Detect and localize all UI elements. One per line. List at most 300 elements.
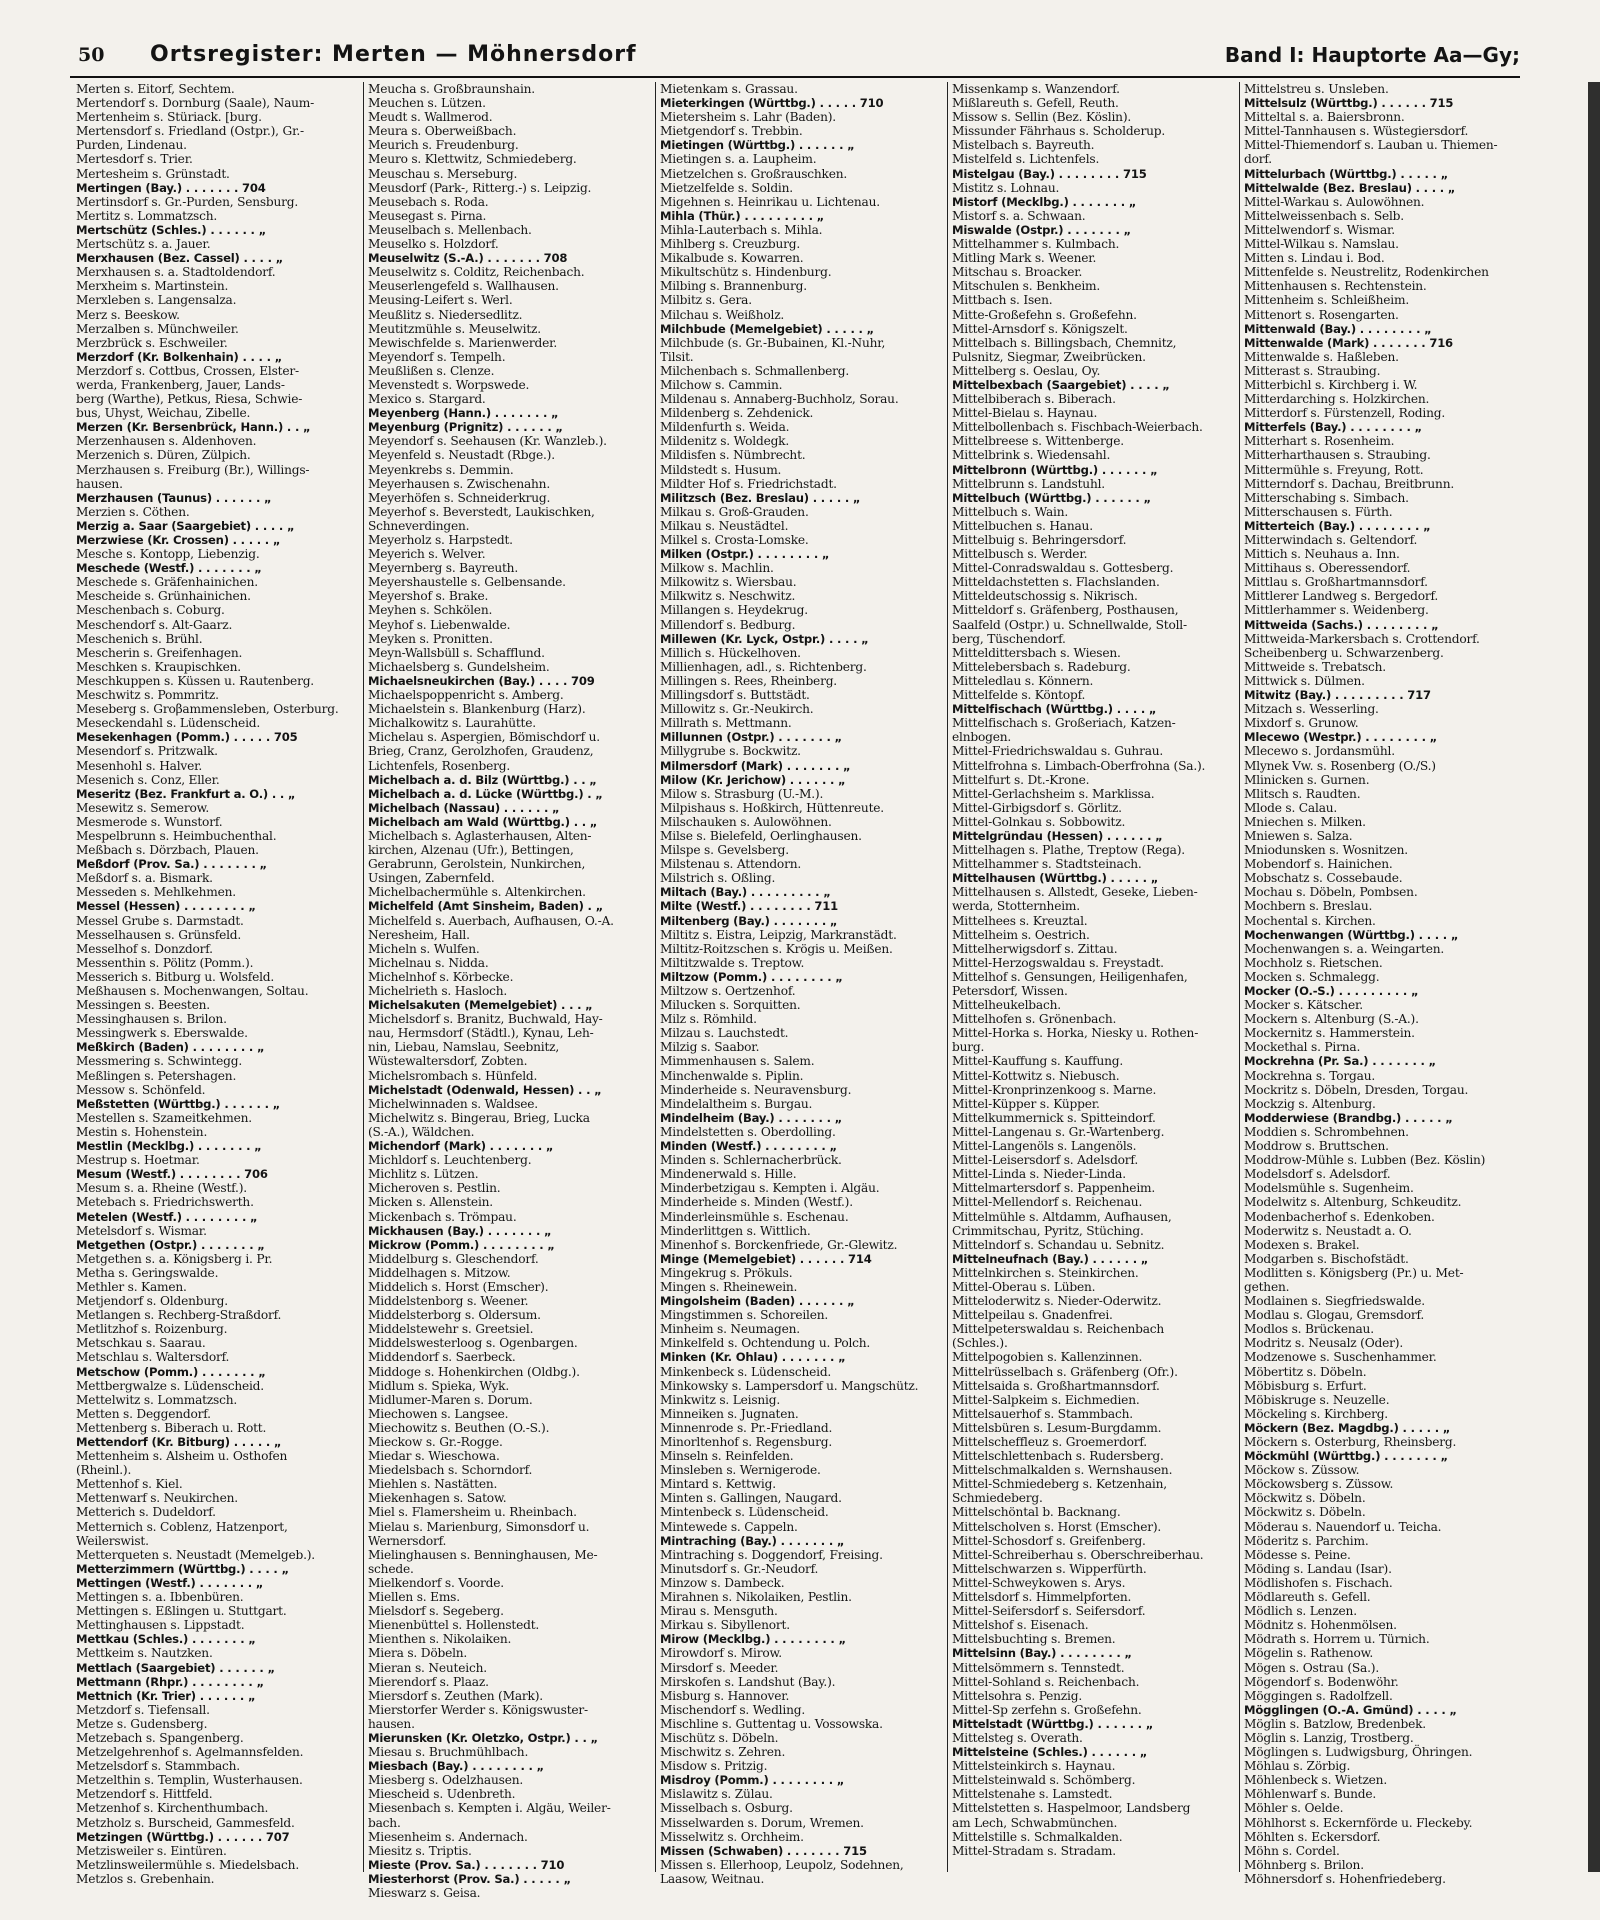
register-entry: Minkenbeck s. Lüdenscheid. — [660, 1364, 832, 1379]
register-entry: am Lech, Schwabmünchen. — [952, 1815, 1118, 1830]
register-entry: Mittelhofen s. Grönenbach. — [952, 1012, 1117, 1027]
register-entry: Mierunsken (Kr. Oletzko, Ostpr.) . . „ — [368, 1730, 598, 1745]
register-entry: Mlitsch s. Raudten. — [1244, 786, 1361, 801]
register-entry: Mochau s. Döbeln, Pombsen. — [1244, 885, 1418, 900]
register-entry: Möggingen s. Radolfzell. — [1244, 1688, 1393, 1703]
register-entry: Mocker (O.-S.) . . . . . . . . . „ — [1244, 984, 1419, 998]
register-entry: Michaelspoppenricht s. Amberg. — [368, 688, 564, 703]
register-entry: Mittenwald (Bay.) . . . . . . . . „ — [1244, 321, 1432, 336]
register-entry: Mittelpeilau s. Gnadenfrei. — [952, 1308, 1113, 1323]
register-entry: Mittelbiberach s. Biberach. — [952, 392, 1116, 407]
register-entry: Meyerhof s. Beverstedt, Laukischken, — [368, 504, 595, 519]
register-column-3 — [660, 82, 942, 1886]
register-entry: Meusdorf (Park-, Ritterg.-) s. Leipzig. — [368, 180, 592, 195]
register-entry: Meyerich s. Welver. — [368, 547, 486, 562]
register-entry: Mittelweissenbach s. Selb. — [1244, 208, 1404, 223]
register-entry: Mitteldittersbach s. Wiesen. — [952, 645, 1121, 660]
register-entry: Mittwick s. Dülmen. — [1244, 673, 1365, 688]
register-entry: Saalfeld (Ostpr.) u. Schnellwalde, Stoll- — [952, 617, 1187, 632]
register-entry: Meseckendahl s. Lüdenscheid. — [76, 716, 261, 731]
register-entry: Mettelwitz s. Lommatzsch. — [76, 1392, 238, 1407]
register-entry: Meußlißen s. Clenze. — [368, 363, 495, 378]
register-entry: Meyernberg s. Bayreuth. — [368, 561, 518, 576]
register-entry: Middelswesterloog s. Ogenbargen. — [368, 1336, 578, 1351]
register-entry: Mittelscholven s. Horst (Emscher). — [952, 1519, 1162, 1534]
register-entry: Möderitz s. Parchim. — [1244, 1533, 1369, 1548]
register-entry: Michelwitz s. Bingerau, Brieg, Lucka — [368, 1110, 590, 1125]
register-entry: Mertenheim s. Stüriack. [burg. — [76, 110, 262, 125]
register-entry: Mittelbach s. Billingsbach, Chemnitz, — [952, 335, 1177, 350]
register-entry: Mitling Mark s. Weener. — [952, 251, 1097, 266]
register-entry: Mildter Hof s. Friedrichstadt. — [660, 476, 837, 491]
register-entry: Usingen, Zabernfeld. — [368, 871, 495, 886]
register-entry: Mittelsbüren s. Lesum-Burgdamm. — [952, 1420, 1162, 1435]
register-entry: Metzholz s. Burscheid, Gammesfeld. — [76, 1815, 295, 1830]
register-entry: Merzwiese (Kr. Crossen) . . . . . „ — [76, 533, 281, 547]
register-entry: Millewen (Kr. Lyck, Ostpr.) . . . . „ — [660, 631, 869, 646]
register-entry: Mittelbexbach (Saargebiet) . . . . „ — [952, 377, 1170, 392]
register-entry: Milkwitz s. Neschwitz. — [660, 589, 796, 604]
register-entry: Meßkirch (Baden) . . . . . . . . „ — [76, 1040, 265, 1055]
register-entry: Mittelbronn (Württbg.) . . . . . . „ — [952, 462, 1158, 477]
register-entry: nin, Liebau, Namslau, Seebnitz, — [368, 1040, 560, 1055]
register-entry: Mesum s. a. Rheine (Westf.). — [76, 1181, 247, 1196]
register-entry: Mittel-Schreiberhau s. Oberschreiberhau. — [952, 1547, 1204, 1562]
register-entry: Mittelbuch s. Wain. — [952, 504, 1069, 519]
register-entry: Mittel-Gerlachsheim s. Marklissa. — [952, 786, 1155, 801]
register-entry: Mirow (Mecklbg.) . . . . . . . . „ — [660, 1632, 846, 1647]
register-entry: Metze s. Gudensberg. — [76, 1716, 208, 1731]
register-entry: Mittelsdorf s. Himmelpforten. — [952, 1590, 1132, 1605]
register-entry: Mödlich s. Lenzen. — [1244, 1604, 1357, 1619]
register-entry: Minderlittgen s. Wittlich. — [660, 1223, 811, 1238]
register-entry: Mintard s. Kettwig. — [660, 1477, 776, 1492]
register-entry: Mittelmartersdorf s. Pappenheim. — [952, 1181, 1156, 1196]
register-entry: Messeden s. Mehlkehmen. — [76, 885, 236, 900]
register-entry: Metten s. Deggendorf. — [76, 1406, 211, 1421]
register-entry: Miekenhagen s. Satow. — [368, 1491, 507, 1506]
register-entry: Mödlareuth s. Gefell. — [1244, 1590, 1371, 1605]
register-entry: Michelau s. Aspergien, Bömischdorf u. — [368, 730, 600, 745]
register-entry: Modzenowe s. Suschenhammer. — [1244, 1350, 1437, 1365]
register-entry: Mittel-Sohland s. Reichenbach. — [952, 1674, 1140, 1689]
register-entry: Mickrow (Pomm.) . . . . . . . . „ — [368, 1237, 555, 1252]
register-entry: Mexico s. Stargard. — [368, 392, 486, 407]
register-entry: Mniodunsken s. Wosnitzen. — [1244, 843, 1408, 858]
register-entry: Lichtenfels, Rosenberg. — [368, 758, 510, 773]
register-entry: Meyenberg (Hann.) . . . . . . . „ — [368, 406, 559, 421]
register-entry: Milzau s. Lauchstedt. — [660, 1026, 789, 1041]
register-entry: Minneiken s. Jugnaten. — [660, 1406, 799, 1421]
register-entry: Mirowdorf s. Mirow. — [660, 1646, 782, 1661]
register-entry: Mildenau s. Annaberg-Buchholz, Sorau. — [660, 392, 899, 407]
register-entry: Mittel-Herzogswaldau s. Freystadt. — [952, 955, 1164, 970]
register-entry: Minzow s. Dambeck. — [660, 1575, 785, 1590]
register-entry: Meusing-Leifert s. Werl. — [368, 293, 513, 308]
register-entry: nau, Hermsdorf (Städtl.), Kynau, Leh- — [368, 1026, 594, 1041]
register-entry: Metzebach s. Spangenberg. — [76, 1730, 244, 1745]
register-entry: Mittelhammer s. Kulmbach. — [952, 237, 1120, 252]
register-entry: Modenbacherhof s. Edenkoben. — [1244, 1209, 1435, 1224]
register-entry: Misselwitz s. Orchheim. — [660, 1829, 804, 1844]
register-entry: Mittelsteg s. Overath. — [952, 1730, 1083, 1745]
register-entry: Mittel-Leisersdorf s. Adelsdorf. — [952, 1153, 1138, 1168]
register-entry: Mißlareuth s. Gefell, Reuth. — [952, 96, 1119, 111]
register-entry: Mögendorf s. Bodenwöhr. — [1244, 1674, 1399, 1689]
register-entry: Möhnberg s. Brilon. — [1244, 1857, 1364, 1872]
register-entry: Möhlhorst s. Eckernförde u. Fleckeby. — [1244, 1815, 1473, 1830]
register-entry: Mischwitz s. Zehren. — [660, 1745, 786, 1760]
register-entry: Milow s. Strasburg (U.-M.). — [660, 786, 824, 801]
register-entry: Mittelherwigsdorf s. Zittau. — [952, 941, 1118, 956]
register-entry: Milzig s. Saabor. — [660, 1040, 760, 1055]
register-entry: Michelbach s. Aglasterhausen, Alten- — [368, 828, 592, 843]
register-entry: Mettenberg s. Biberach u. Rott. — [76, 1420, 267, 1435]
register-column-1 — [76, 82, 358, 1886]
register-entry: Mittermühle s. Freyung, Rott. — [1244, 462, 1424, 477]
register-entry: Mittelstadt (Württbg.) . . . . . . „ — [952, 1716, 1154, 1731]
register-entry: Millowitz s. Gr.-Neukirch. — [660, 702, 814, 717]
register-entry: Mislawitz s. Zülau. — [660, 1787, 773, 1802]
register-entry: Mittelmühle s. Altdamm, Aufhausen, — [952, 1209, 1172, 1224]
register-entry: Minkowsky s. Lampersdorf u. Mangschütz. — [660, 1378, 919, 1393]
register-entry: Michlitz s. Lützen. — [368, 1167, 479, 1182]
register-entry: Möckmühl (Württbg.) . . . . . . . „ — [1244, 1449, 1448, 1464]
register-entry: Mertinsdorf s. Gr.-Purden, Sensburg. — [76, 194, 299, 209]
register-entry: Möhlau s. Zörbig. — [1244, 1759, 1351, 1774]
register-entry: Misdow s. Pritzig. — [660, 1759, 768, 1774]
register-entry: Mittlerhammer s. Weidenberg. — [1244, 603, 1429, 618]
register-entry: Mevenstedt s. Worpswede. — [368, 377, 530, 392]
register-entry: Scheibenberg u. Schwarzenberg. — [1244, 645, 1444, 660]
register-entry: Meusegast s. Pirna. — [368, 208, 487, 223]
register-entry: Milkel s. Crosta-Lomske. — [660, 533, 809, 547]
register-entry: Michendorf (Mark) . . . . . . . „ — [368, 1139, 554, 1154]
register-entry: Mitteltal s. a. Baiersbronn. — [1244, 110, 1405, 125]
register-entry: Mittelschöntal b. Backnang. — [952, 1505, 1121, 1520]
register-entry: Meyn-Wallsbüll s. Schafflund. — [368, 645, 545, 660]
register-entry: Mildstedt s. Husum. — [660, 462, 782, 477]
register-entry: Mockzig s. Altenburg. — [1244, 1096, 1376, 1111]
register-entry: Metgethen (Ostpr.) . . . . . . . „ — [76, 1237, 265, 1252]
register-entry: Mittelschwarzen s. Wipperfürth. — [952, 1561, 1147, 1576]
register-entry: Metzenhof s. Kirchenthumbach. — [76, 1801, 269, 1816]
register-entry: Milchenbach s. Schmallenberg. — [660, 363, 850, 378]
register-entry: Mittel-Oberau s. Lüben. — [952, 1279, 1096, 1294]
register-entry: Mitteldorf s. Gräfenberg, Posthausen, — [952, 603, 1179, 618]
register-entry: Modlau s. Glogau, Gremsdorf. — [1244, 1308, 1425, 1323]
register-entry: Meusebach s. Roda. — [368, 194, 489, 209]
register-entry: Midlum s. Spieka, Wyk. — [368, 1378, 510, 1393]
register-entry: Modelwitz s. Altenburg, Schkeuditz. — [1244, 1195, 1462, 1210]
register-entry: Mittenwalde s. Haßleben. — [1244, 349, 1399, 364]
register-entry: Metzdorf s. Tiefensall. — [76, 1702, 210, 1717]
register-entry: Miersdorf s. Zeuthen (Mark). — [368, 1688, 543, 1703]
register-entry: Mödesse s. Peine. — [1244, 1547, 1351, 1562]
register-entry: Miechowen s. Langsee. — [368, 1406, 509, 1421]
register-entry: Wüstewaltersdorf, Zobten. — [368, 1054, 528, 1069]
register-entry: Mittel-Schmiedeberg s. Ketzenhain, — [952, 1477, 1167, 1492]
register-entry: Mirahnen s. Nikolaiken, Pestlin. — [660, 1590, 852, 1605]
register-entry: Mittweida (Sachs.) . . . . . . . . „ — [1244, 617, 1439, 632]
register-entry: Mittelschmalkalden s. Wernshausen. — [952, 1463, 1173, 1478]
register-entry: Tilsit. — [660, 349, 694, 364]
register-entry: Minderleinsmühle s. Eschenau. — [660, 1209, 849, 1224]
register-entry: Mittel-Bielau s. Haynau. — [952, 406, 1098, 421]
register-entry: Meschendorf s. Alt-Gaarz. — [76, 617, 233, 632]
register-entry: Merzdorf s. Cottbus, Crossen, Elster- — [76, 363, 299, 378]
register-entry: Mettingen (Westf.) . . . . . . . „ — [76, 1575, 264, 1590]
register-entry: Milken (Ostpr.) . . . . . . . . „ — [660, 547, 830, 562]
register-entry: Mingolsheim (Baden) . . . . . . „ — [660, 1294, 855, 1309]
register-entry: Mistitz s. Lohnau. — [952, 180, 1060, 195]
register-entry: Methler s. Kamen. — [76, 1279, 187, 1294]
register-entry: Miltach (Bay.) . . . . . . . . . „ — [660, 885, 831, 900]
register-entry: Michelbachermühle s. Altenkirchen. — [368, 885, 586, 900]
register-entry: Mietingen s. a. Laupheim. — [660, 152, 817, 167]
register-entry: Milbitz s. Gera. — [660, 293, 752, 308]
register-entry: burg. — [952, 1040, 985, 1055]
register-entry: Möding s. Landau (Isar). — [1244, 1561, 1392, 1576]
register-entry: Mittelgründau (Hessen) . . . . . . „ — [952, 828, 1163, 843]
register-entry: Milstrich s. Oßling. — [660, 871, 776, 886]
register-entry: Mertendorf s. Dornburg (Saale), Naum- — [76, 96, 315, 111]
register-entry: Merzenhausen s. Aldenhoven. — [76, 434, 257, 449]
register-entry: Meuselwitz (S.-A.) . . . . . . . 708 — [368, 251, 568, 266]
register-entry: Meyershaustelle s. Gelbensande. — [368, 575, 566, 590]
register-entry: Messow s. Schönfeld. — [76, 1082, 206, 1097]
register-entry: Miedar s. Wieschowa. — [368, 1449, 500, 1464]
register-entry: Michaelstein s. Blankenburg (Harz). — [368, 702, 586, 717]
register-entry: Mindelheim (Bay.) . . . . . . . „ — [660, 1110, 843, 1125]
register-entry: Mittel-Schweykowen s. Arys. — [952, 1575, 1126, 1590]
register-entry: Möckow s. Züssow. — [1244, 1463, 1360, 1478]
register-entry: Messmering s. Schwintegg. — [76, 1054, 243, 1069]
register-entry: Mittweida-Markersbach s. Crottendorf. — [1244, 631, 1480, 646]
register-entry: Mickhausen (Bay.) . . . . . . . „ — [368, 1223, 552, 1238]
register-entry: schede. — [368, 1561, 414, 1576]
register-entry: Merzhausen (Taunus) . . . . . . „ — [76, 490, 272, 505]
register-entry: werda, Stotternheim. — [952, 899, 1080, 914]
register-entry: Midlumer-Maren s. Dorum. — [368, 1392, 533, 1407]
register-entry: Metjendorf s. Oldenburg. — [76, 1294, 228, 1309]
register-entry: Mestlin (Mecklbg.) . . . . . . . „ — [76, 1139, 262, 1154]
register-entry: Meyerholz s. Harpstedt. — [368, 533, 513, 547]
register-entry: Mitterast s. Straubing. — [1244, 363, 1381, 378]
register-entry: Mittenhausen s. Rechtenstein. — [1244, 279, 1427, 294]
register-entry: Milschauken s. Aulowöhnen. — [660, 814, 832, 829]
register-entry: (S.-A.), Wäldchen. — [368, 1124, 475, 1139]
register-entry: Möhlenbeck s. Wietzen. — [1244, 1773, 1388, 1788]
register-entry: Merzenich s. Düren, Zülpich. — [76, 448, 251, 463]
register-entry: Mittel-Horka s. Horka, Niesky u. Rothen- — [952, 1026, 1199, 1041]
register-entry: Milstenau s. Attendorn. — [660, 857, 802, 872]
register-entry: Miesbach (Bay.) . . . . . . . . „ — [368, 1759, 544, 1774]
register-entry: Mittihaus s. Oberessendorf. — [1244, 561, 1411, 576]
register-entry: Mittel-Kronprinzenkoog s. Marne. — [952, 1082, 1157, 1097]
register-entry: Mödnitz s. Hohenmölsen. — [1244, 1618, 1397, 1633]
register-entry: Moddrow-Mühle s. Lubben (Bez. Köslin) — [1244, 1153, 1486, 1168]
register-entry: Merxhausen (Bez. Cassel) . . . . „ — [76, 251, 284, 266]
register-entry: Michelrieth s. Hasloch. — [368, 984, 508, 998]
register-entry: Minorltenhof s. Regensburg. — [660, 1435, 833, 1449]
register-entry: Mittweide s. Trebatsch. — [1244, 659, 1386, 674]
register-entry: Mittel-Mellendorf s. Reichenau. — [952, 1195, 1143, 1210]
register-entry: Militzsch (Bez. Breslau) . . . . . „ — [660, 490, 861, 505]
register-entry: Millrath s. Mettmann. — [660, 716, 792, 731]
register-entry: Mittelhagen s. Plathe, Treptow (Rega). — [952, 843, 1185, 858]
register-entry: Minenhof s. Borckenfriede, Gr.-Glewitz. — [660, 1237, 898, 1252]
register-entry: Mielkendorf s. Voorde. — [368, 1575, 504, 1590]
register-entry: Mobendorf s. Hainichen. — [1244, 857, 1393, 872]
register-entry: Michelsdorf s. Branitz, Buchwald, Hay- — [368, 1012, 603, 1027]
register-entry: Minkelfeld s. Ochtendung u. Polch. — [660, 1336, 871, 1351]
register-entry: Metgethen s. a. Königsberg i. Pr. — [76, 1251, 273, 1266]
register-entry: Miechowitz s. Beuthen (O.-S.). — [368, 1420, 550, 1435]
register-entry: Mittelsteine (Schles.) . . . . . . „ — [952, 1745, 1148, 1760]
register-entry: Milspe s. Gevelsberg. — [660, 843, 789, 858]
register-entry: Modlos s. Brückenau. — [1244, 1322, 1374, 1337]
register-entry: Mittelheukelbach. — [952, 998, 1061, 1013]
register-entry: Meyken s. Pronitten. — [368, 631, 493, 646]
register-entry: Mespelbrunn s. Heimbuchenthal. — [76, 828, 277, 843]
register-entry: Modexen s. Brakel. — [1244, 1237, 1360, 1252]
register-entry: Meuchen s. Lützen. — [368, 96, 486, 111]
register-entry: Mittelbrunn s. Landstuhl. — [952, 476, 1105, 491]
register-entry: Mittenfelde s. Neustrelitz, Rodenkirchen — [1244, 265, 1489, 280]
register-entry: gethen. — [1244, 1279, 1290, 1294]
register-entry: Mniechen s. Milken. — [1244, 814, 1366, 829]
register-entry: Mittel-Kauffung s. Kauffung. — [952, 1054, 1124, 1069]
register-entry: Mescheide s. Grünhainichen. — [76, 589, 251, 604]
register-entry: Metzingen (Württbg.) . . . . . . 707 — [76, 1829, 290, 1844]
register-entry: Mittelbuig s. Behringersdorf. — [952, 533, 1127, 547]
register-entry: Mitterdorf s. Fürstenzell, Roding. — [1244, 406, 1446, 421]
register-entry: Mockern s. Altenburg (S.-A.). — [1244, 1012, 1419, 1027]
register-entry: Meschenich s. Brühl. — [76, 631, 203, 646]
register-entry: Mögen s. Ostrau (Sa.). — [1244, 1660, 1379, 1675]
register-entry: Metlitzhof s. Roizenburg. — [76, 1322, 228, 1337]
register-entry: Meyerhöfen s. Schneiderkrug. — [368, 490, 551, 505]
register-entry: Mlinicken s. Gurnen. — [1244, 772, 1370, 787]
register-entry: Merxhausen s. a. Stadtoldendorf. — [76, 265, 276, 280]
register-entry: Miescheid s. Udenbreth. — [368, 1787, 516, 1802]
register-entry: Mieste (Prov. Sa.) . . . . . . . 710 — [368, 1857, 565, 1872]
register-columns — [76, 82, 1526, 1900]
register-entry: Minutsdorf s. Gr.-Neudorf. — [660, 1561, 819, 1576]
register-entry: Mistelgau (Bay.) . . . . . . . . 715 — [952, 166, 1147, 181]
register-entry: Mixdorf s. Grunow. — [1244, 716, 1359, 731]
register-entry: Meyendorf s. Seehausen (Kr. Wanzleb.). — [368, 434, 607, 449]
register-entry: Modelsdorf s. Adelsdorf. — [1244, 1167, 1391, 1182]
register-entry: Metterzimmern (Württbg.) . . . . „ — [76, 1561, 289, 1576]
register-entry: Meuro s. Klettwitz, Schmiedeberg. — [368, 152, 577, 167]
register-entry: Mitten s. Lindau i. Bod. — [1244, 251, 1385, 266]
register-entry: Mlecewo (Westpr.) . . . . . . . . „ — [1244, 730, 1438, 745]
register-entry: Mirau s. Mensguth. — [660, 1604, 778, 1619]
register-entry: Mittel-Schosdorf s. Greifenberg. — [952, 1533, 1146, 1548]
register-entry: Mockernitz s. Hammerstein. — [1244, 1026, 1415, 1041]
register-entry: Middelhagen s. Mitzow. — [368, 1265, 511, 1280]
register-entry: Mitschau s. Broacker. — [952, 265, 1083, 280]
register-entry: Moddien s. Schrombehnen. — [1244, 1124, 1409, 1139]
register-entry: Mittelurbach (Württbg.) . . . . . „ — [1244, 166, 1448, 181]
register-entry: Modlitten s. Königsberg (Pr.) u. Met- — [1244, 1265, 1464, 1280]
column-divider — [1239, 82, 1240, 1872]
register-entry: Laasow, Weitnau. — [660, 1871, 765, 1886]
register-entry: Metschlau s. Waltersdorf. — [76, 1350, 230, 1365]
register-entry: Möhn s. Cordel. — [1244, 1843, 1340, 1858]
register-entry: Mitterfels (Bay.) . . . . . . . . „ — [1244, 420, 1422, 435]
register-entry: Merzen (Kr. Bersenbrück, Hann.) . . „ — [76, 420, 311, 435]
register-entry: Brieg, Cranz, Gerolzhofen, Graudenz, — [368, 744, 594, 759]
register-entry: Mitteloderwitz s. Nieder-Oderwitz. — [952, 1294, 1162, 1309]
register-entry: Mestellen s. Szameitkehmen. — [76, 1110, 252, 1125]
register-entry: Mittelsteinkirch s. Haynau. — [952, 1759, 1116, 1774]
register-entry: Mittelneufnach (Bay.) . . . . . . „ — [952, 1251, 1149, 1266]
register-entry: Micheroven s. Pestlin. — [368, 1181, 501, 1196]
column-divider — [655, 82, 656, 1872]
register-entry: Mittelhausen s. Allstedt, Geseke, Lieben- — [952, 885, 1198, 900]
page-number: 50 — [78, 44, 105, 66]
register-entry: Mittelberg s. Oeslau, Oy. — [952, 363, 1101, 378]
register-entry: Mödrath s. Horrem u. Türnich. — [1244, 1632, 1430, 1647]
register-entry: Mittel-Arnsdorf s. Königszelt. — [952, 321, 1128, 336]
register-entry: Mierendorf s. Plaaz. — [368, 1674, 489, 1689]
register-entry: Metschkau s. Saarau. — [76, 1336, 206, 1351]
register-entry: Mittlerer Landweg s. Bergedorf. — [1244, 589, 1439, 604]
register-column-2 — [368, 82, 650, 1900]
register-entry: Mettenwarf s. Neukirchen. — [76, 1491, 238, 1506]
register-entry: Mittelstille s. Schmalkalden. — [952, 1829, 1123, 1844]
register-entry: Mittelscheffleuz s. Groemerdorf. — [952, 1435, 1147, 1449]
register-entry: Meßstetten (Württbg.) . . . . . . „ — [76, 1096, 281, 1111]
register-entry: Mitte-Großefehn s. Großefehn. — [952, 307, 1137, 322]
register-entry: Missen s. Ellerhoop, Leupolz, Sodehnen, — [660, 1857, 904, 1872]
register-entry: Millangen s. Heydekrug. — [660, 603, 808, 618]
register-entry: Mittenheim s. Schleißheim. — [1244, 293, 1409, 308]
register-entry: Mittelschlettenbach s. Rudersberg. — [952, 1449, 1164, 1464]
register-entry: Millendorf s. Bedburg. — [660, 617, 796, 632]
register-entry: Mirsdorf s. Meeder. — [660, 1660, 779, 1675]
register-entry: hausen. — [368, 1716, 415, 1731]
register-entry: Metzelthin s. Templin, Wusterhausen. — [76, 1773, 303, 1788]
register-entry: Merzien s. Cöthen. — [76, 504, 190, 519]
register-entry: Michaelsberg s. Gundelsheim. — [368, 659, 550, 674]
register-entry: Möglin s. Batzlow, Bredenbek. — [1244, 1716, 1426, 1731]
register-entry: Mertesdorf s. Trier. — [76, 152, 193, 167]
register-entry: Möderau s. Nauendorf u. Teicha. — [1244, 1519, 1442, 1534]
register-entry: Miltitz-Roitzschen s. Krögis u. Meißen. — [660, 941, 893, 956]
register-entry: Mirkau s. Sibyllenort. — [660, 1618, 790, 1633]
register-entry: Milkowitz s. Wiersbau. — [660, 575, 797, 590]
register-entry: Messingen s. Beesten. — [76, 998, 210, 1013]
register-entry: Mittelsömmern s. Tennstedt. — [952, 1660, 1125, 1675]
register-entry: Miesterhorst (Prov. Sa.) . . . . . „ — [368, 1871, 571, 1886]
register-entry: Mirskofen s. Landshut (Bay.). — [660, 1674, 836, 1689]
register-entry: Mittenwalde (Mark) . . . . . . . 716 — [1244, 335, 1453, 350]
register-entry: Mischendorf s. Wedling. — [660, 1702, 805, 1717]
register-entry: Mindelaltheim s. Burgau. — [660, 1096, 813, 1111]
register-entry: Mitterhart s. Rosenheim. — [1244, 434, 1395, 449]
register-entry: Mihla-Lauterbach s. Mihla. — [660, 222, 823, 237]
register-entry: Minderheide s. Neuravensburg. — [660, 1082, 852, 1097]
register-entry: Mietersheim s. Lahr (Baden). — [660, 110, 836, 125]
register-entry: Mittelbuch (Württbg.) . . . . . . „ — [952, 490, 1151, 505]
register-entry: Michalkowitz s. Laurahütte. — [368, 716, 536, 731]
register-entry: Mettkeim s. Nautzken. — [76, 1646, 213, 1661]
register-entry: Middoge s. Hohenkirchen (Oldbg.). — [368, 1364, 580, 1379]
